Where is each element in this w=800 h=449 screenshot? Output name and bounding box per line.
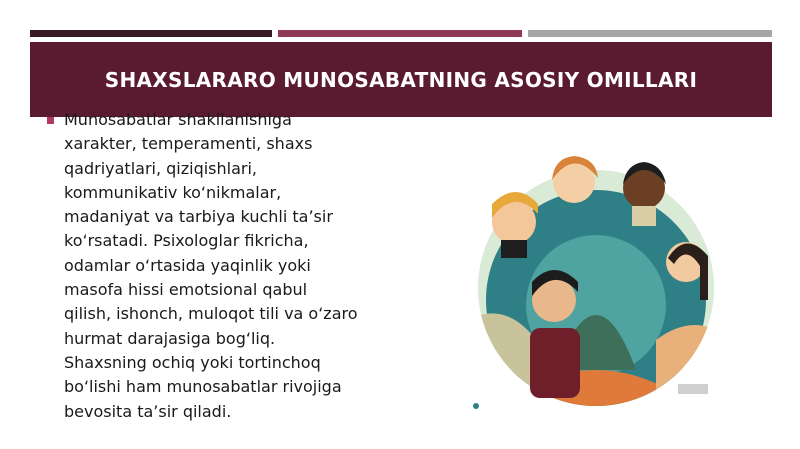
accent-bar-mid bbox=[278, 30, 522, 37]
bullet-marker bbox=[47, 117, 54, 124]
title-band bbox=[30, 42, 772, 117]
slide-title: SHAXSLARARO MUNOSABATNING ASOSIY OMILLARI bbox=[104, 67, 698, 92]
people-circle-illustration bbox=[446, 140, 746, 425]
accent-bar-dark bbox=[30, 30, 272, 37]
person-bottom-left bbox=[530, 270, 580, 398]
accent-bar-gray bbox=[528, 30, 772, 37]
slide-body-text: Munosabatlar shakllanishiga xarakter, temperamenti, shaxs qadriyatlari, qiziqishlari, kommunikativ ko‘nikmalar, madaniyat va tarbiya kuchli ta’sir ko‘rsatadi. Psixologlar fikricha, odamlar o‘rtasida yaqinlik yoki masofa hissi emotsional qabul qilish, ishonch, muloqot tili va o‘zaro hurmat darajasiga bog‘liq. Shaxsning ochiq yoki tortinchoq bo‘lishi ham munosabatlar rivojiga bevosita ta’sir qiladi. bbox=[64, 110, 358, 421]
